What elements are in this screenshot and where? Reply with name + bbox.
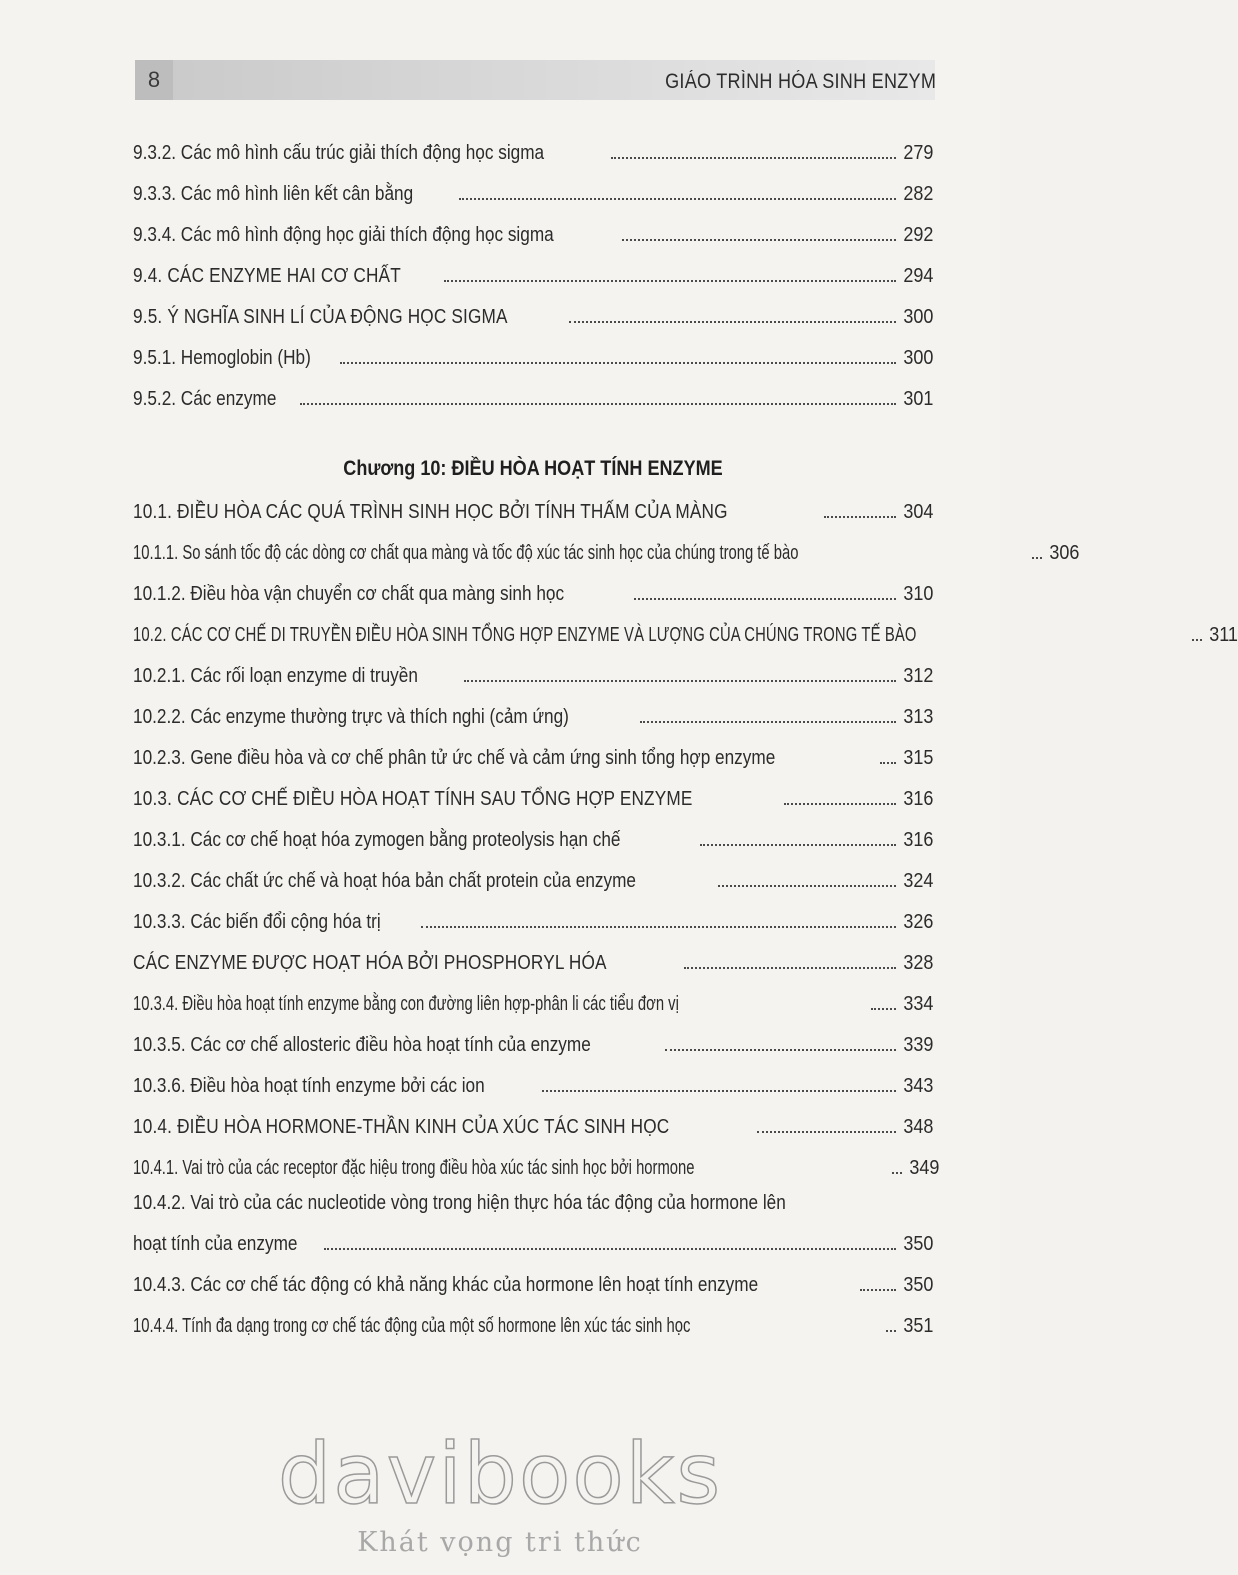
- dot-leader: [886, 1330, 896, 1332]
- dot-leader: [1032, 557, 1042, 559]
- toc-entry-page: 349: [909, 1157, 940, 1179]
- toc-entry: [133, 335, 933, 376]
- page-number: 8: [135, 60, 173, 100]
- toc-entry-page: 306: [1049, 542, 1080, 564]
- watermark-slogan: Khát vọng tri thức: [357, 1527, 643, 1558]
- toc-section-end: [133, 1262, 933, 1344]
- toc-entry: [133, 1022, 933, 1063]
- book-title: GIÁO TRÌNH HÓA SINH ENZYM: [664, 70, 936, 93]
- dot-leader: [718, 885, 896, 887]
- toc-entry: [133, 735, 933, 776]
- toc-entry-page: 279: [902, 142, 933, 164]
- dot-leader: [665, 1049, 895, 1051]
- toc-entry-text: 10.4.1. Vai trò của các receptor đặc hiệu trong điều hòa xúc tác sinh học bởi hormone: [133, 1157, 695, 1179]
- toc-entry: [133, 776, 933, 817]
- toc-section-chapter-9: [133, 130, 933, 417]
- toc-entry-page: 282: [902, 183, 933, 205]
- toc-entry-page: 324: [902, 870, 933, 892]
- toc-entry-page: 313: [902, 706, 933, 728]
- toc-entry-page: 328: [902, 952, 933, 974]
- toc-entry: [133, 694, 933, 735]
- toc-entry: [133, 212, 933, 253]
- dot-leader: [684, 967, 896, 969]
- toc-entry-page: 300: [902, 347, 933, 369]
- toc-entry-page: 311: [1209, 624, 1238, 646]
- dot-leader: [880, 762, 896, 764]
- toc-entry: [133, 817, 933, 858]
- toc-entry: [133, 253, 933, 294]
- dot-leader: [757, 1131, 896, 1133]
- toc-entry: [133, 376, 933, 417]
- dot-leader: [860, 1289, 896, 1291]
- dot-leader: [569, 321, 896, 323]
- toc-entry-page: 300: [902, 306, 933, 328]
- dot-leader: [824, 516, 895, 518]
- table-of-contents: [133, 130, 1238, 1344]
- watermark-brand: davibooks: [277, 1425, 723, 1523]
- toc-entry-text: 9.3.2. Các mô hình cấu trúc giải thích động học sigma: [133, 142, 545, 164]
- toc-entry-text: 10.4.4. Tính đa dạng trong cơ chế tác động của một số hormone lên xúc tác sinh học: [133, 1315, 691, 1337]
- toc-entry-text: 9.3.4. Các mô hình động học giải thích động học sigma: [133, 224, 554, 246]
- toc-entry: [133, 981, 933, 1022]
- toc-entry-text: 9.5.1. Hemoglobin (Hb): [133, 347, 311, 369]
- toc-entry-text: 10.3.4. Điều hòa hoạt tính enzyme bằng con đường liên hợp-phân li các tiểu đơn vị: [133, 993, 679, 1015]
- toc-entry-text: 9.4. CÁC ENZYME HAI CƠ CHẤT: [133, 265, 401, 287]
- toc-entry-text: 10.1.1. So sánh tốc độ các dòng cơ chất qua màng và tốc độ xúc tác sinh học của chúng trong tế bào: [133, 542, 799, 564]
- toc-entry-page: 350: [902, 1274, 933, 1296]
- toc-entry-page: 315: [902, 747, 933, 769]
- toc-entry-page: 316: [902, 788, 933, 810]
- toc-entry-text: 10.3.3. Các biến đổi cộng hóa trị: [133, 911, 381, 933]
- toc-entry-text: 10.3.2. Các chất ức chế và hoạt hóa bản chất protein của enzyme: [133, 870, 636, 892]
- toc-entry-text: 10.2.3. Gene điều hòa và cơ chế phân tử ức chế và cảm ứng sinh tổng hợp enzyme: [133, 747, 776, 769]
- toc-entry-text: 10.2.1. Các rối loạn enzyme di truyền: [133, 665, 418, 687]
- dot-leader: [871, 1008, 896, 1010]
- toc-section-chapter-10: [133, 489, 1238, 1186]
- toc-entry-page: 294: [902, 265, 933, 287]
- toc-entry-text-line1: 10.4.2. Vai trò của các nucleotide vòng trong hiện thực hóa tác động của hormone lên: [133, 1192, 786, 1214]
- toc-entry: [133, 653, 933, 694]
- toc-entry-page: 339: [902, 1034, 933, 1056]
- toc-entry-page: 312: [902, 665, 933, 687]
- chapter-title: Chương 10: ĐIỀU HÒA HOẠT TÍNH ENZYME: [343, 457, 723, 480]
- toc-entry: [133, 1303, 933, 1344]
- toc-entry-page: 351: [903, 1315, 934, 1337]
- toc-entry: [133, 130, 933, 171]
- toc-entry-text: 10.2.2. Các enzyme thường trực và thích nghi (cảm ứng): [133, 706, 569, 728]
- dot-leader: [300, 403, 896, 405]
- toc-entry: [133, 294, 933, 335]
- toc-entry-text: 9.5.2. Các enzyme: [133, 388, 277, 410]
- toc-entry: [133, 858, 933, 899]
- dot-leader: [700, 844, 896, 846]
- toc-entry-page: 301: [902, 388, 933, 410]
- toc-entry-text: CÁC ENZYME ĐƯỢC HOẠT HÓA BỞI PHOSPHORYL HÓA: [133, 952, 607, 974]
- dot-leader: [640, 721, 896, 723]
- dot-leader: [459, 198, 896, 200]
- dot-leader: [784, 803, 896, 805]
- toc-entry-text: 10.3.5. Các cơ chế allosteric điều hòa hoạt tính của enzyme: [133, 1034, 591, 1056]
- toc-entry-page: 316: [902, 829, 933, 851]
- toc-entry-text: 10.3.1. Các cơ chế hoạt hóa zymogen bằng proteolysis hạn chế: [133, 829, 621, 851]
- dot-leader: [622, 239, 895, 241]
- dot-leader: [340, 362, 896, 364]
- dot-leader: [542, 1090, 896, 1092]
- toc-entry: [133, 489, 933, 530]
- dot-leader: [421, 926, 896, 928]
- toc-entry: [133, 1186, 933, 1262]
- toc-entry-text: 10.3. CÁC CƠ CHẾ ĐIỀU HÒA HOẠT TÍNH SAU TỔNG HỢP ENZYME: [133, 788, 693, 810]
- toc-entry: [133, 171, 933, 212]
- toc-entry: [133, 899, 933, 940]
- toc-entry: [133, 530, 1080, 571]
- toc-entry-text: 10.4.3. Các cơ chế tác động có khả năng khác của hormone lên hoạt tính enzyme: [133, 1274, 759, 1296]
- toc-entry-page: 292: [902, 224, 933, 246]
- chapter-heading: [133, 431, 933, 489]
- toc-entry-text-line2: hoạt tính của enzyme: [133, 1233, 298, 1255]
- toc-entry-text: 9.3.3. Các mô hình liên kết cân bằng: [133, 183, 414, 205]
- toc-entry-text: 9.5. Ý NGHĨA SINH LÍ CỦA ĐỘNG HỌC SIGMA: [133, 306, 508, 328]
- dot-leader: [634, 598, 895, 600]
- toc-entry: [133, 612, 1238, 653]
- toc-entry-text: 10.2. CÁC CƠ CHẾ DI TRUYỀN ĐIỀU HÒA SINH TỔNG HỢP ENZYME VÀ LƯỢNG CỦA CHÚNG TRONG TẾ BÀO: [133, 624, 917, 646]
- toc-entry-page: 334: [902, 993, 933, 1015]
- toc-entry: [133, 1104, 933, 1145]
- dot-leader: [324, 1248, 895, 1250]
- toc-entry: [133, 940, 933, 981]
- toc-entry: [133, 1262, 933, 1303]
- toc-entry-page: 326: [902, 911, 933, 933]
- toc-entry: [133, 1063, 933, 1104]
- toc-entry-text: 10.4. ĐIỀU HÒA HORMONE-THẦN KINH CỦA XÚC TÁC SINH HỌC: [133, 1116, 670, 1138]
- toc-entry: [133, 1145, 940, 1186]
- toc-entry-page: 343: [902, 1075, 933, 1097]
- toc-entry-page: 350: [902, 1233, 933, 1255]
- dot-leader: [464, 680, 895, 682]
- toc-entry-page: 348: [902, 1116, 933, 1138]
- dot-leader: [611, 157, 896, 159]
- toc-entry-text: 10.1. ĐIỀU HÒA CÁC QUÁ TRÌNH SINH HỌC BỞI TÍNH THẤM CỦA MÀNG: [133, 501, 728, 523]
- toc-entry-text: 10.1.2. Điều hòa vận chuyển cơ chất qua màng sinh học: [133, 583, 565, 605]
- dot-leader: [444, 280, 895, 282]
- toc-entry-text: 10.3.6. Điều hòa hoạt tính enzyme bởi các ion: [133, 1075, 485, 1097]
- toc-entry-page: 310: [902, 583, 933, 605]
- toc-entry-page: 304: [902, 501, 933, 523]
- toc-entry: [133, 571, 933, 612]
- dot-leader: [1192, 639, 1202, 641]
- dot-leader: [892, 1172, 902, 1174]
